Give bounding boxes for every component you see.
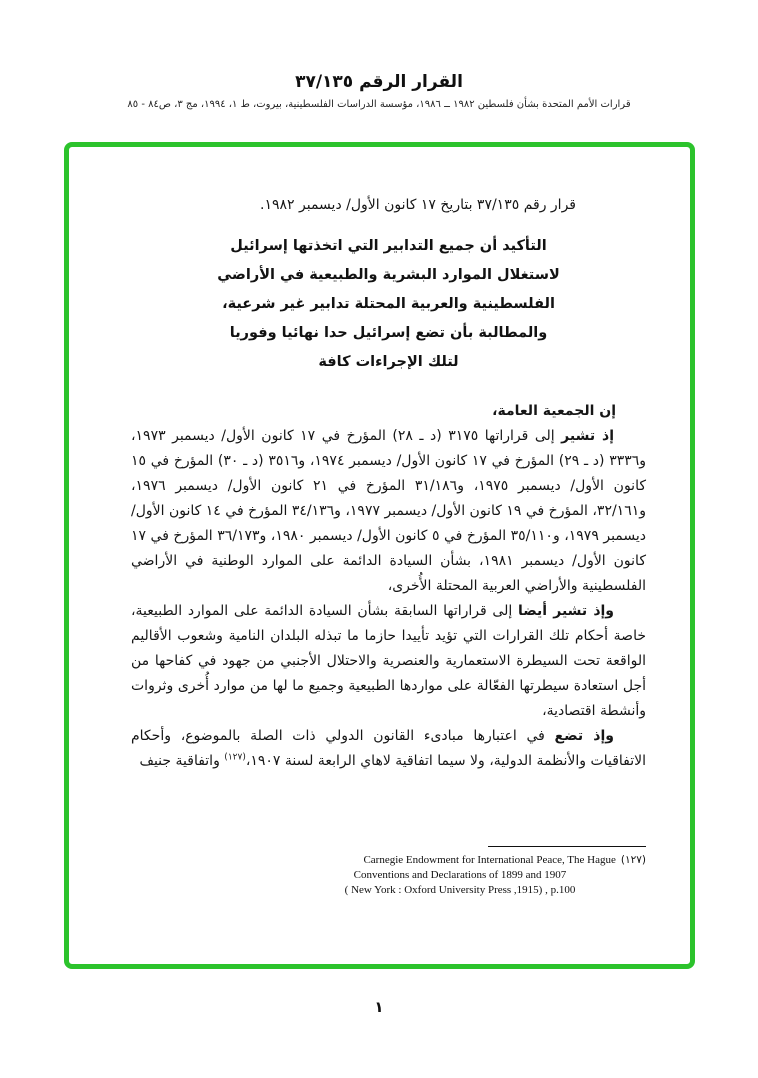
- footnote: [274, 846, 646, 898]
- page-number: ١: [374, 998, 384, 1016]
- paragraph-lead: إذ تشير: [561, 428, 615, 444]
- preamble-paragraph: [131, 724, 646, 774]
- paragraph-text: إلى قراراتها ٣١٧٥ (د ـ ٢٨) المؤرخ في ١٧ كانون الأول/ ديسمبر ١٩٧٣، و٣٣٣٦ (د ـ ٢٩) المؤرخ في ١٧ كانون الأول/ ديسمبر ١٩٧٤، و٣٥١٦ (د ـ ٣٠) المؤرخ في ١٥ كانون الأول/ ديسمبر ١٩٧٥، و٣١/١٨٦ المؤرخ في ٢١ كانون الأول/ ديسمبر ١٩٧٦، و٣٢/١٦١، المؤرخ في ١٩ كانون الأول/ ديسمبر ١٩٧٧، و٣٤/١٣٦ المؤرخ في ١٤ كانون الأول/ ديسمبر ١٩٧٩، و٣٥/١١٠ المؤرخ في ٥ كانون الأول/ ديسمبر ١٩٨٠، و٣٦/١٧٣ المؤرخ في ١٧ كانون الأول/ ديسمبر ١٩٨١، بشأن السيادة الدائمة على الموارد الوطنية في الأراضي الفلسطينية والأراضي العربية المحتلة الأُخرى،: [131, 428, 647, 594]
- paragraph-text: في اعتبارها مبادىء القانون الدولي ذات الصلة بالموضوع، وأحكام الاتفاقيات والأنظمة الدولية، ولا سيما اتفاقية لاهاي الرابعة لسنة ١٩٠٧،: [131, 728, 646, 769]
- resolution-heading: [131, 232, 646, 377]
- resolution-title: القرار الرقم ٣٧/١٣٥: [295, 72, 463, 92]
- footnote-divider: [488, 846, 646, 847]
- footnote-text: Carnegie Endowment for International Peace, The Hague: [363, 854, 616, 866]
- heading-line: التأكيد أن جميع التدابير التي اتخذتها إسرائيل: [230, 238, 547, 254]
- preamble-paragraph: [131, 599, 646, 724]
- footnote-line: ( New York : Oxford University Press ,1915) , p.100: [344, 884, 576, 896]
- page-header: [0, 72, 758, 110]
- paragraph-text: إلى قراراتها السابقة بشأن السيادة الدائمة على الموارد الطبيعية، خاصة أحكام تلك القرارات التي تؤيد تأييدا حازما ما تبذله البلدان النامية وشعوب الأقاليم الواقعة تحت السيطرة الاستعمارية والعنصرية والاحتلال الأجنبي من جهود في كفاحها من أجل استعادة سيطرتها الفعّالة على مواردها الطبيعية وجميع ما لها من موارد أُخرى وثروات وأنشطة اقتصادية،: [131, 603, 646, 719]
- paragraph-lead: وإذ تضع: [554, 728, 614, 744]
- footnote-line: [274, 853, 646, 868]
- content-frame: [64, 142, 695, 969]
- heading-line: والمطالبة بأن تضع إسرائيل حدا نهائيا وفوريا: [229, 325, 548, 341]
- source-citation: قرارات الأمم المتحدة بشأن فلسطين ١٩٨٢ ــ ١٩٨٦، مؤسسة الدراسات الفلسطينية، بيروت، ط ١، ١٩٩٤، مج ٣، ص٨٤ - ٨٥: [127, 99, 631, 110]
- resolution-body: [69, 147, 690, 964]
- paragraph-lead: وإذ تشير أيضا: [517, 603, 615, 619]
- heading-line: لتلك الإجراءات كافة: [318, 354, 459, 370]
- resolution-number-line: قرار رقم ٣٧/١٣٥ بتاريخ ١٧ كانون الأول/ ديسمبر ١٩٨٢.: [260, 197, 576, 213]
- footnote-reference: (١٢٧): [224, 752, 246, 763]
- preamble-paragraph: [131, 424, 646, 599]
- heading-line: الفلسطينية والعربية المحتلة تدابير غير شرعية،: [222, 296, 555, 312]
- preamble-opening: إن الجمعية العامة،: [492, 403, 616, 419]
- heading-line: لاستغلال الموارد البشرية والطبيعية في الأراضي: [217, 267, 560, 283]
- footnote-marker: (١٢٧): [620, 854, 646, 866]
- footnote-line: Conventions and Declarations of 1899 and 1907: [353, 869, 567, 881]
- paragraph-text: واتفاقية جنيف: [139, 753, 225, 769]
